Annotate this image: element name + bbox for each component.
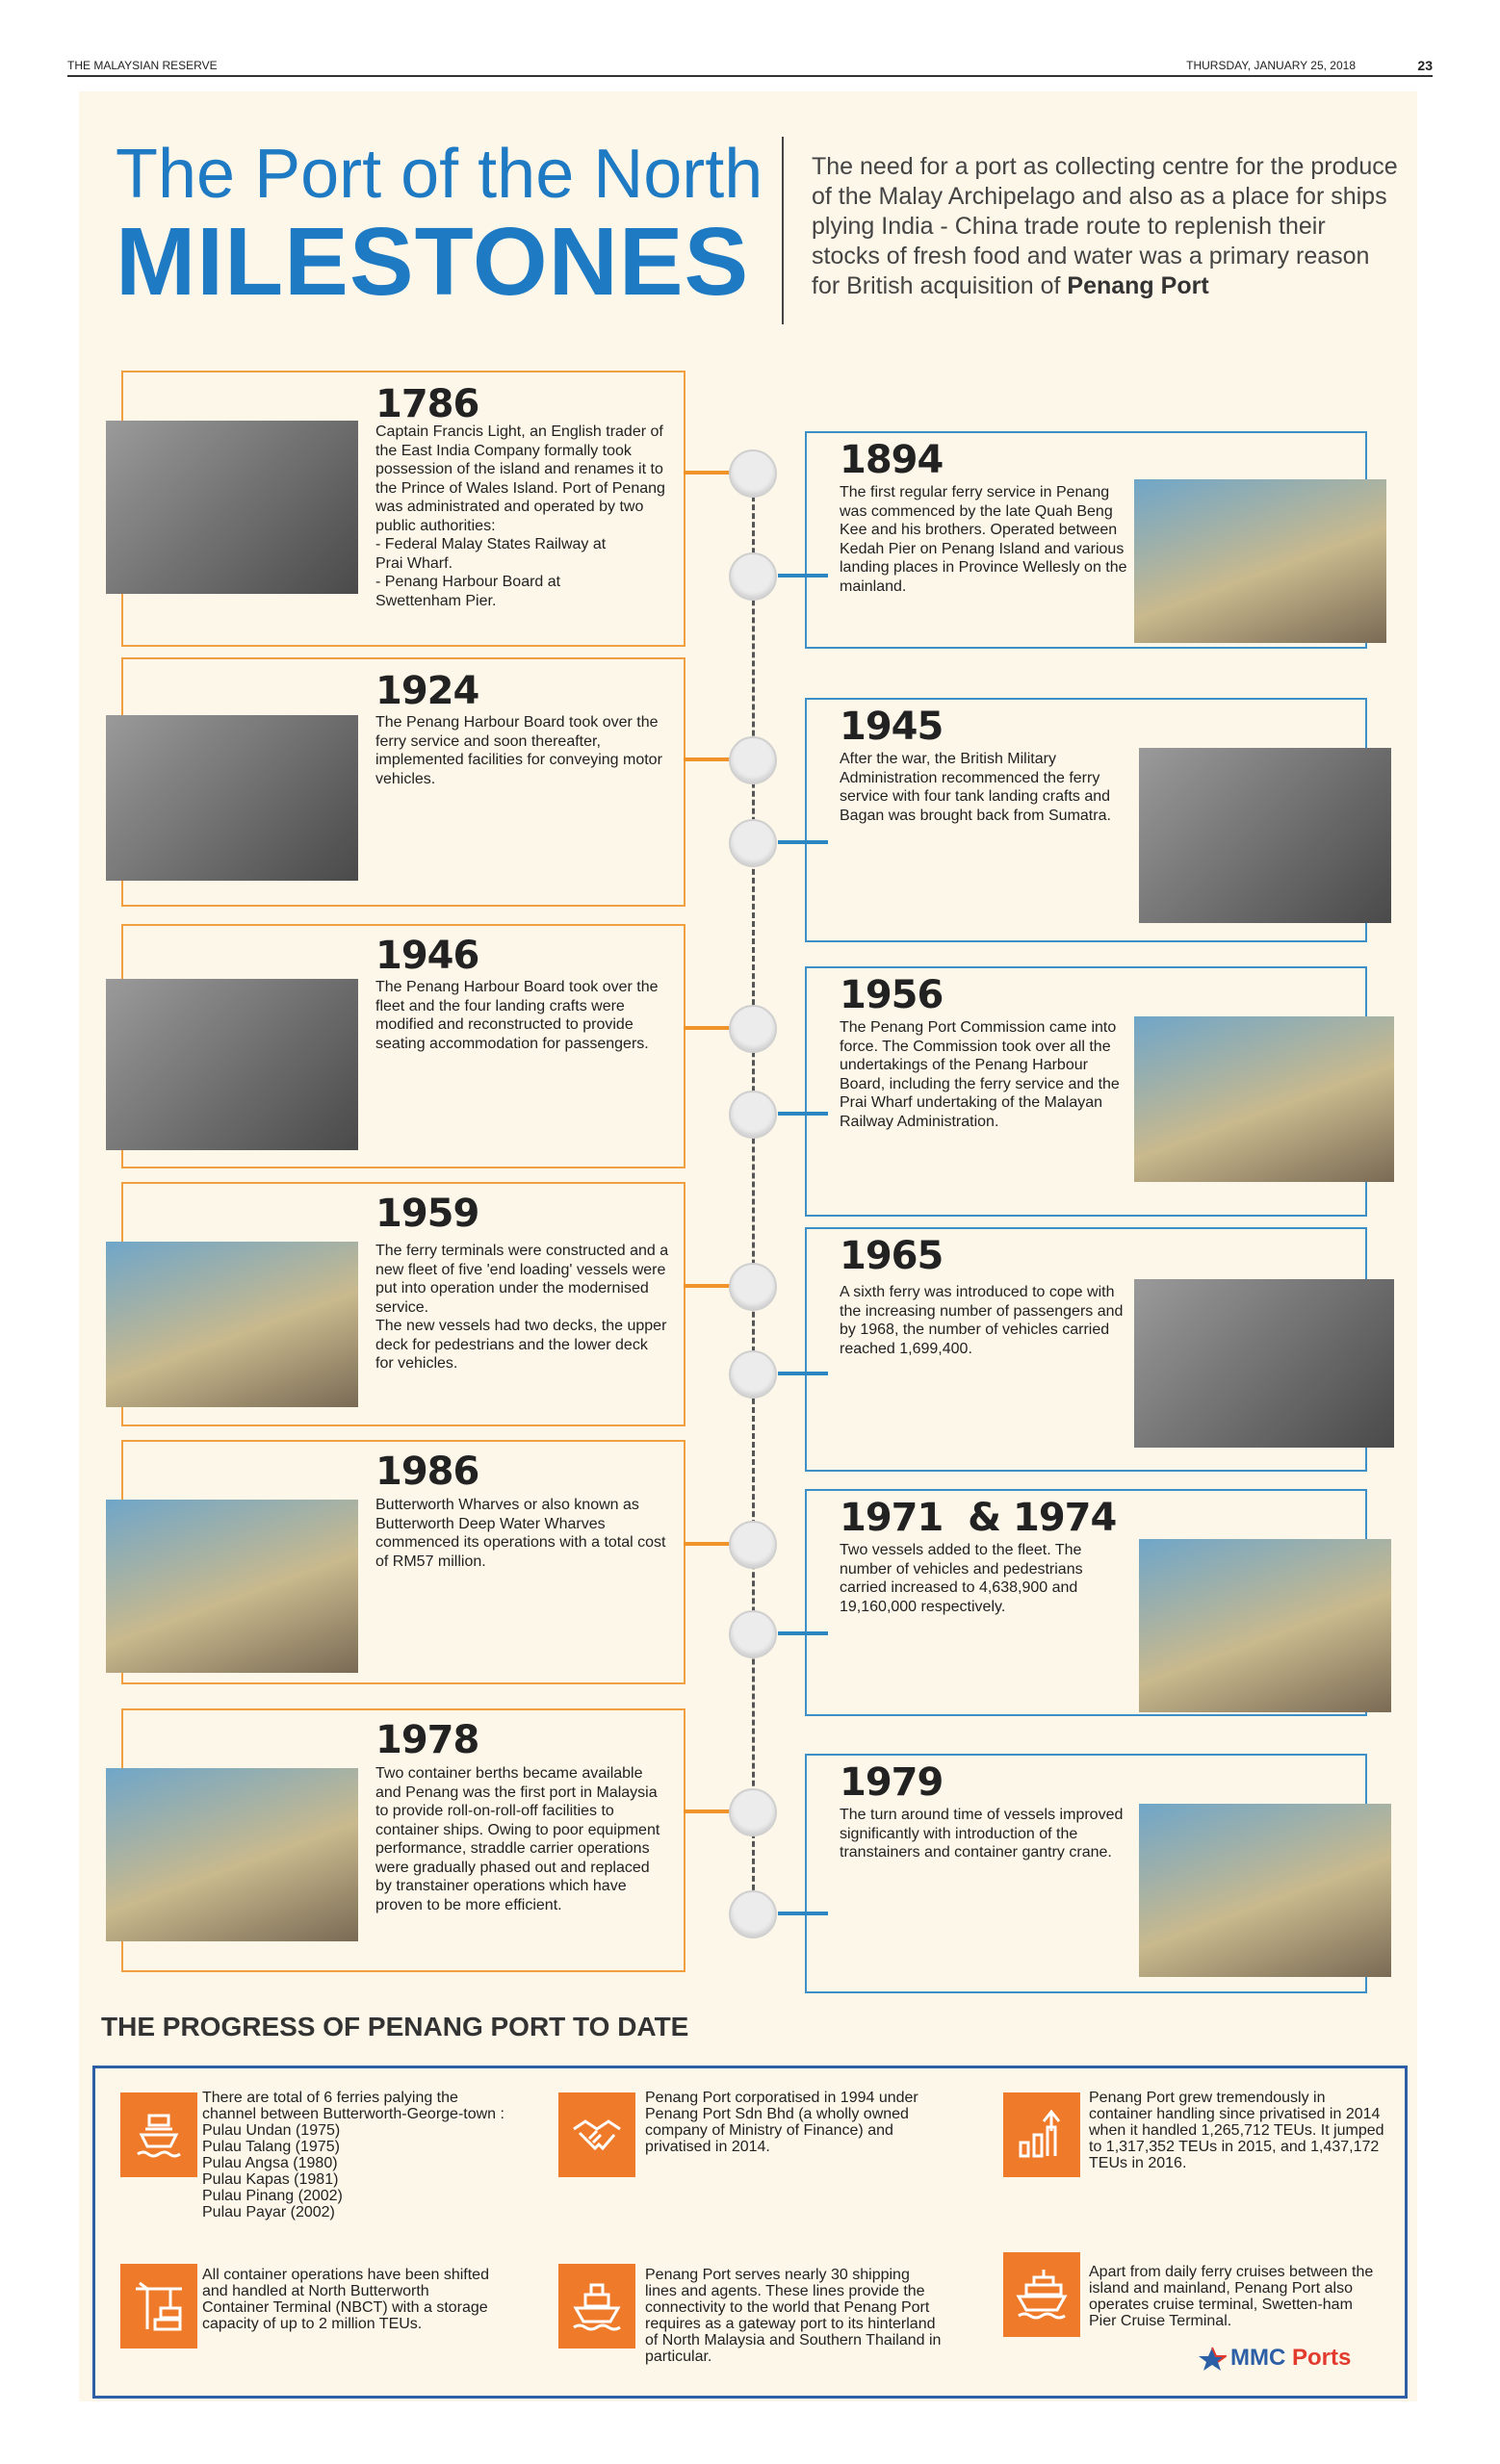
milestone-text: The Penang Harbour Board took over the fleet and the four landing crafts were modified and reconstructed to provide seating accommodation for passengers.: [375, 979, 659, 1052]
milestone-card-1946: [121, 924, 685, 1168]
milestone-card-1924: [121, 657, 685, 907]
timeline-node: [729, 1263, 777, 1311]
milestone-year: 1986: [375, 1450, 479, 1494]
timeline-connector: [684, 1810, 734, 1813]
milestone-card-1965: [805, 1227, 1367, 1472]
milestone-card-1959: [121, 1182, 685, 1426]
milestone-card-1956: [805, 966, 1367, 1217]
timeline-node: [729, 1005, 777, 1053]
milestone-year: 1946: [375, 934, 479, 978]
masthead: [67, 58, 1433, 77]
timeline-node: [729, 819, 777, 867]
milestone-card-1979: [805, 1754, 1367, 1993]
timeline-connector: [778, 1112, 828, 1116]
milestone-text: Captain Francis Light, an English trader of the East India Company formally took possession of the island and renames it to the Prince of Wales Island. Port of Penang was administrated and operated by two public authorities: - Federal Malay States Railway at Prai Wharf. - Penang Harbour Board at Swettenham Pier.: [375, 424, 665, 609]
page-title: The Port of the North: [116, 136, 763, 213]
handshake-icon: [558, 2092, 635, 2177]
progress-text: Apart from daily ferry cruises between the island and mainland, Penang Port also operates cruise terminal, Swetten-ham Pier Cruise Terminal.: [1089, 2264, 1374, 2329]
cruise-ship-icon: [1003, 2252, 1080, 2337]
timeline-node: [729, 1890, 777, 1938]
milestone-year: 1965: [840, 1234, 944, 1278]
timeline-node: [729, 1350, 777, 1399]
intro-text: The need for a port as collecting centre for the produce of the Malay Archipelago and also as a place for ships plying India - China trade route to replenish their stocks of fresh food and water was a primary reason for British acquisition of: [812, 153, 1398, 299]
milestone-year: 1924: [375, 669, 479, 713]
intro-bold-text: Penang Port: [1067, 272, 1209, 299]
timeline-node: [729, 449, 777, 498]
title-divider: [782, 137, 784, 324]
issue-date: THURSDAY, JANUARY 25, 2018: [1186, 59, 1356, 72]
milestone-text: The ferry terminals were constructed and a new fleet of five 'end loading' vessels were put into operation under the modernised service. The new vessels had two decks, the upper deck for pedestrians and the lower deck for vehicles.: [375, 1243, 669, 1372]
timeline-node: [729, 552, 777, 601]
growth-chart-icon: [1003, 2092, 1080, 2177]
milestone-year: 1956: [840, 973, 944, 1017]
milestone-card-1978: [121, 1708, 685, 1972]
milestone-photo: [1134, 479, 1386, 643]
milestone-text: The Penang Harbour Board took over the ferry service and soon thereafter, implemented facilities for conveying motor vehicles.: [375, 714, 662, 787]
milestone-photo: [1134, 1016, 1394, 1182]
timeline-node: [729, 1610, 777, 1658]
mmc-ports-logo: [1198, 2345, 1351, 2372]
progress-text: All container operations have been shifted and handled at North Butterworth Container Terminal (NBCT) with a storage capacity of up to 2 million TEUs.: [202, 2267, 489, 2332]
milestone-photo: [1134, 1279, 1394, 1448]
milestone-card-1945: [805, 698, 1367, 942]
progress-text: There are total of 6 ferries palying the channel between Butterworth-George-town : Pulau Undan (1975) Pulau Talang (1975) Pulau Angsa (1980) Pulau Kapas (1981) Pulau Pinang (2002) Pulau Payar (2002): [202, 2090, 504, 2220]
timeline-connector: [778, 1631, 828, 1635]
milestone-text: The first regular ferry service in Penang was commenced by the late Quah Beng Kee and his brothers. Operated between Kedah Pier on Penang Island and various landing places in Province Wellesly on the mainland.: [840, 484, 1127, 595]
timeline-node: [729, 1788, 777, 1836]
milestone-year: 1786: [375, 382, 479, 426]
milestone-text: Two vessels added to the fleet. The number of vehicles and pedestrians carried increased to 4,638,900 and 19,160,000 respectively.: [840, 1542, 1083, 1615]
timeline-connector: [684, 1026, 734, 1030]
milestone-photo: [106, 1242, 358, 1407]
page-number: 23: [1417, 58, 1433, 73]
milestone-year: 1945: [840, 705, 944, 749]
timeline-connector: [684, 471, 734, 475]
cargo-ship-icon: [558, 2264, 635, 2348]
milestone-photo: [106, 715, 358, 881]
milestone-text: After the war, the British Military Administration recommenced the ferry service with four tank landing crafts and Bagan was brought back from Sumatra.: [840, 751, 1111, 824]
milestone-card-1894: [805, 431, 1367, 649]
milestone-card-1786: [121, 371, 685, 647]
timeline-connector: [684, 757, 734, 761]
container-crane-icon: [120, 2264, 197, 2348]
milestone-year: 1959: [375, 1192, 479, 1236]
milestone-photo: [106, 979, 358, 1150]
timeline-connector: [778, 840, 828, 844]
progress-section-title: THE PROGRESS OF PENANG PORT TO DATE: [101, 2012, 689, 2041]
mmc-star-icon: [1198, 2347, 1227, 2372]
timeline-node: [729, 1091, 777, 1139]
milestone-year: 1971 & 1974: [840, 1496, 1117, 1540]
milestone-year: 1894: [840, 438, 944, 482]
timeline-connector: [684, 1542, 734, 1546]
milestone-photo: [1139, 748, 1391, 923]
timeline-connector: [778, 574, 828, 578]
milestone-photo: [1139, 1804, 1391, 1977]
milestone-year: 1979: [840, 1760, 944, 1805]
ferry-icon: [120, 2092, 197, 2177]
progress-text: Penang Port corporatised in 1994 under Penang Port Sdn Bhd (a wholly owned company of Ministry of Finance) and privatised in 2014.: [645, 2090, 918, 2155]
milestone-text: The turn around time of vessels improved significantly with introduction of the transtainers and container gantry crane.: [840, 1807, 1124, 1861]
progress-text: Penang Port serves nearly 30 shipping lines and agents. These lines provide the connectivity to the world that Penang Port requires as a gateway port to its hinterland of North Malaysia and Southern Thailand in particular.: [645, 2267, 942, 2365]
milestone-photo: [106, 1500, 358, 1673]
milestone-text: Butterworth Wharves or also known as Butterworth Deep Water Wharves commenced its operations with a total cost of RM57 million.: [375, 1497, 666, 1570]
timeline-node: [729, 1521, 777, 1569]
timeline-axis: [752, 452, 755, 1925]
milestone-card-1971-1974: [805, 1489, 1367, 1716]
logo-ports-text: Ports: [1292, 2345, 1352, 2371]
logo-mmc-text: MMC: [1230, 2345, 1286, 2371]
timeline-connector: [684, 1284, 734, 1288]
milestone-text: The Penang Port Commission came into force. The Commission took over all the undertakings of the Penang Harbour Board, including the ferry service and the Prai Wharf undertaking of the Malayan Railway Administration.: [840, 1019, 1120, 1130]
timeline-connector: [778, 1372, 828, 1375]
page-subtitle: MILESTONES: [116, 208, 750, 316]
progress-text: Penang Port grew tremendously in container handling since privatised in 2014 when it handled 1,265,712 TEUs. It jumped to 1,317,352 TEUs in 2015, and 1,437,172 TEUs in 2016.: [1089, 2090, 1384, 2171]
timeline-connector: [778, 1912, 828, 1915]
intro-paragraph: [812, 152, 1399, 301]
milestone-text: Two container berths became available and Penang was the first port in Malaysia to provide roll-on-roll-off facilities to container ships. Owing to poor equipment performance, straddle carrier operations were gradually phased out and replaced by transtainer operations which have proven to be more efficient.: [375, 1765, 660, 1913]
milestone-photo: [106, 421, 358, 594]
timeline-node: [729, 736, 777, 784]
milestone-text: A sixth ferry was introduced to cope with the increasing number of passengers and by 1968, the number of vehicles carried reached 1,699,400.: [840, 1284, 1124, 1357]
publication-name: THE MALAYSIAN RESERVE: [67, 59, 218, 72]
milestone-photo: [1139, 1539, 1391, 1712]
milestone-photo: [106, 1768, 358, 1941]
milestone-card-1986: [121, 1440, 685, 1684]
milestone-year: 1978: [375, 1718, 479, 1762]
